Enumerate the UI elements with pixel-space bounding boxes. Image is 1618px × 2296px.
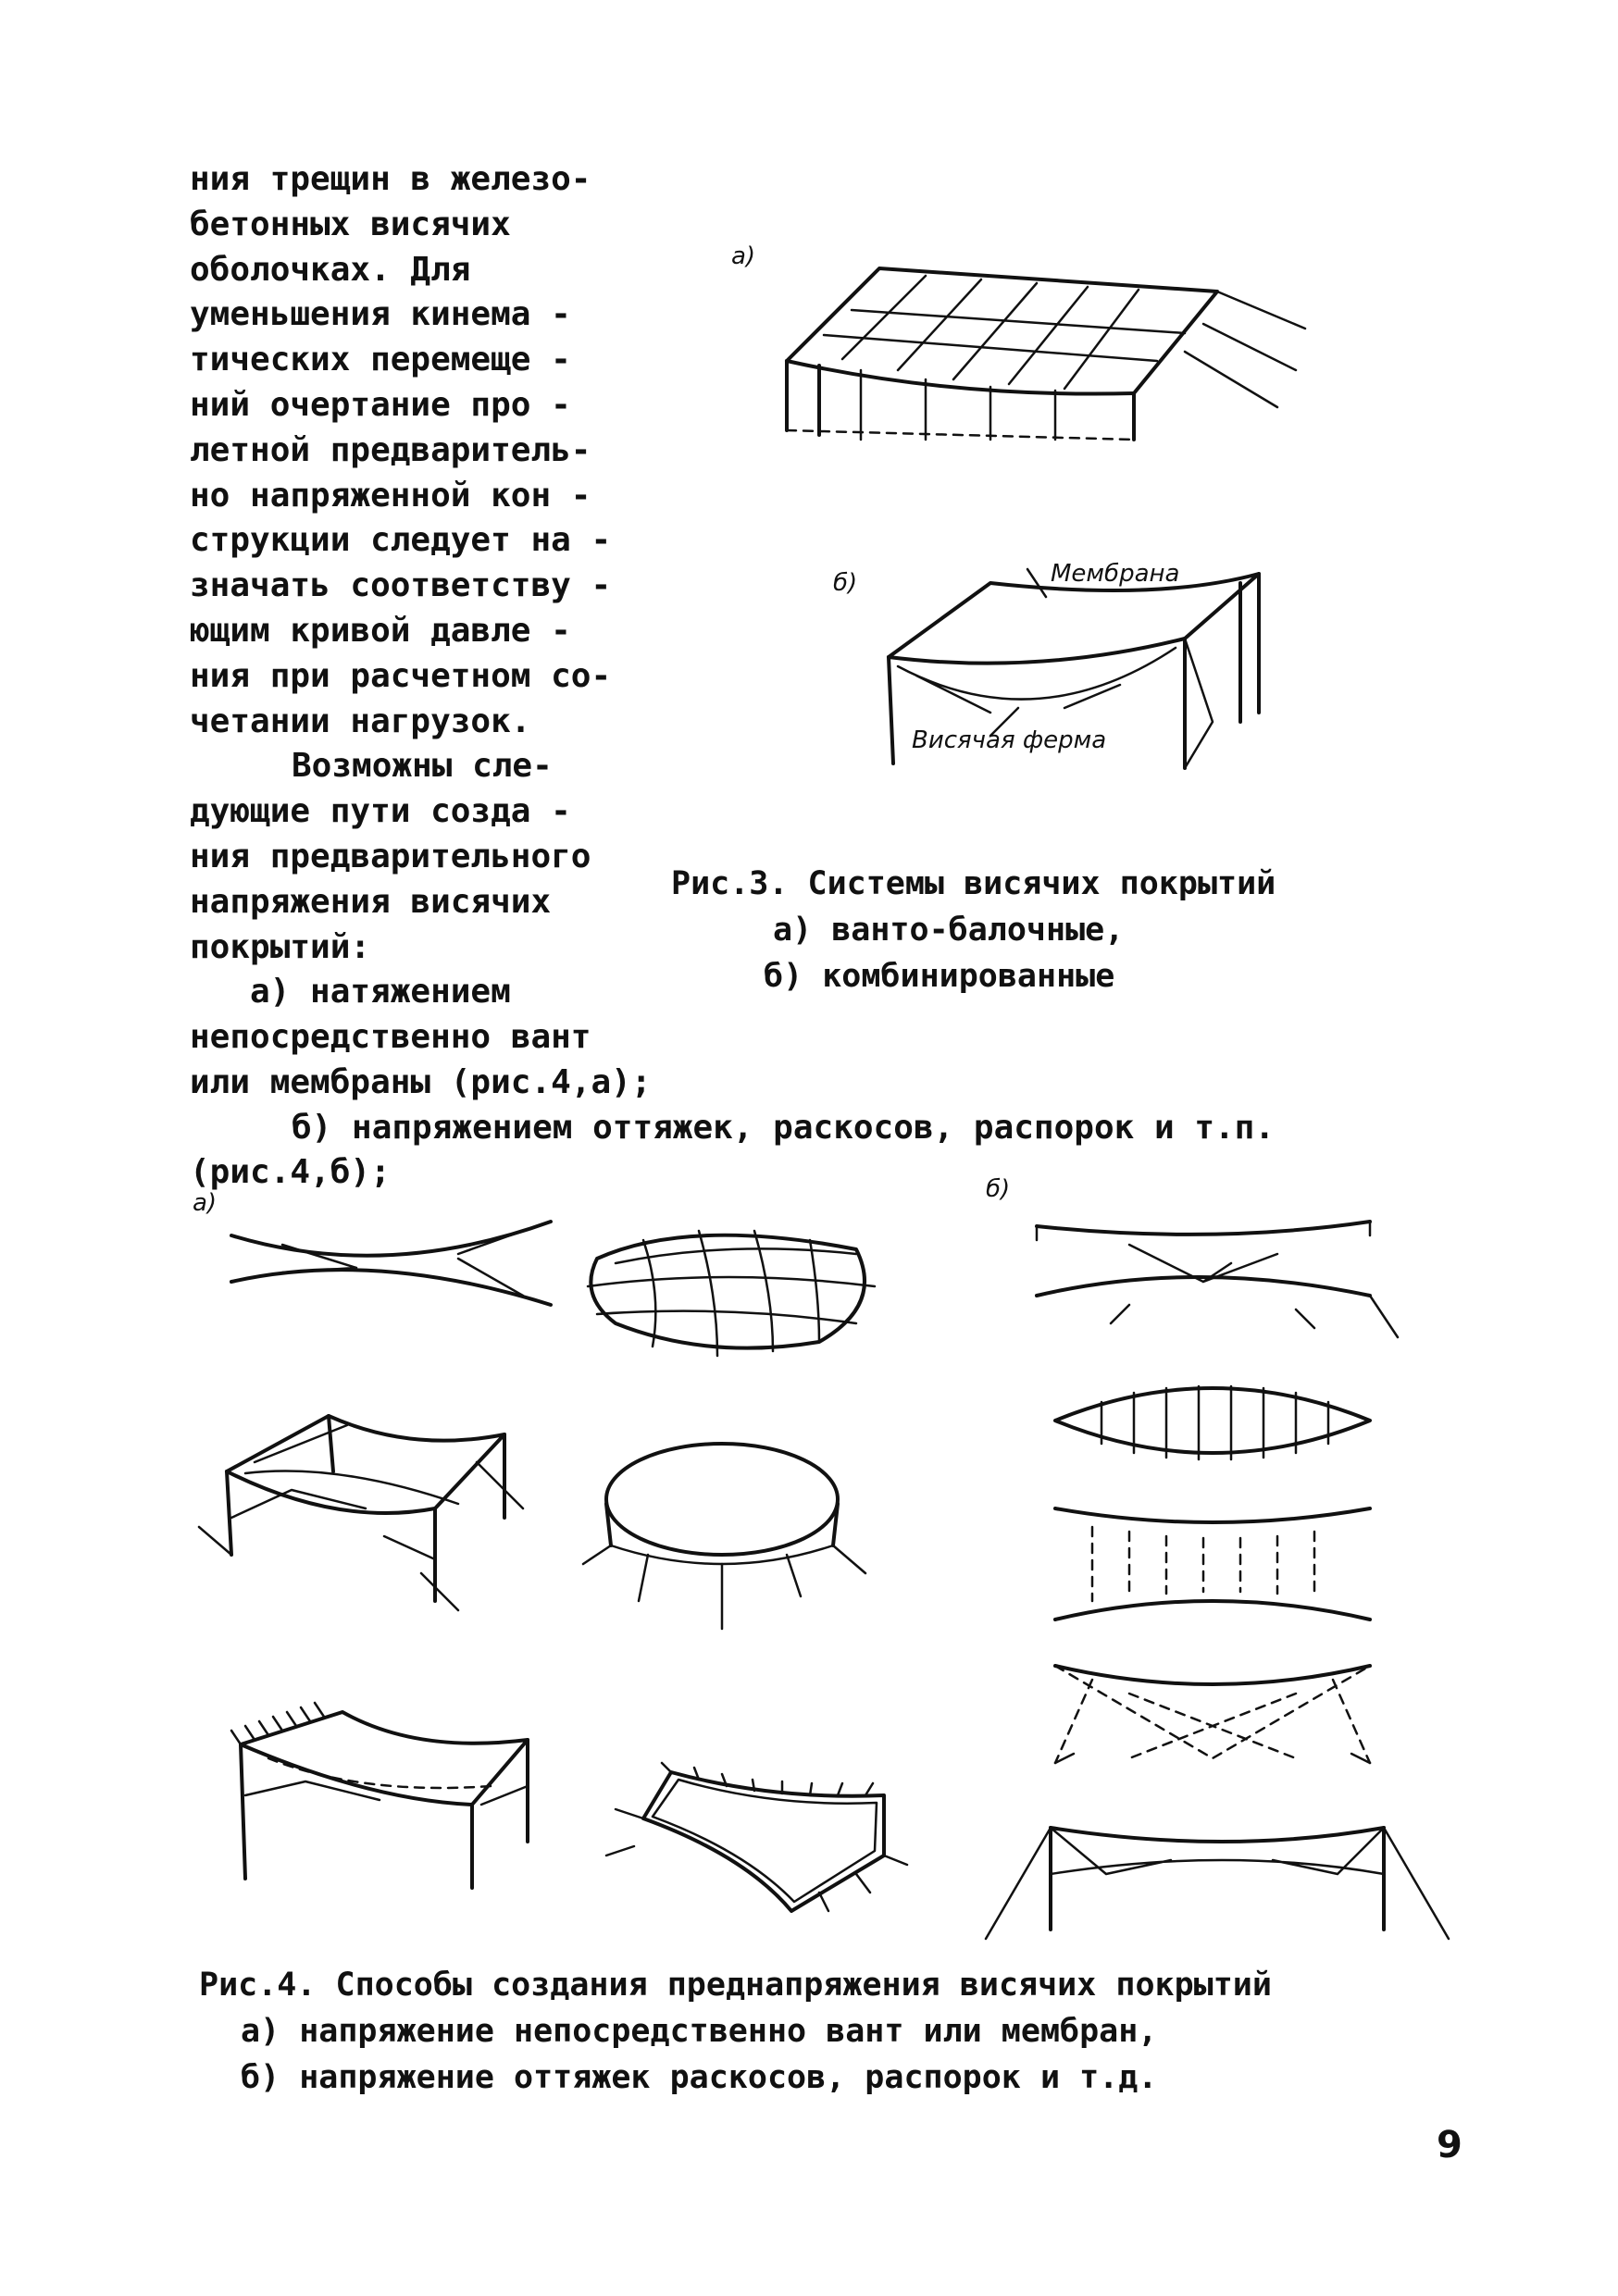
fig4a-grid-shell (579, 1222, 884, 1360)
text-line: значать соответству - (190, 566, 612, 605)
fig4b-cross-braced (1037, 1657, 1388, 1777)
text-line: ний очертание про - (190, 385, 571, 424)
fig4b-strut-frame (986, 1818, 1467, 1976)
membrane-label: Мембрана (1051, 560, 1180, 588)
fig4-caption-a: а) напряжение непосредственно вант или мембран, (241, 2013, 1158, 2050)
fig4a-membrane-frame (199, 1407, 532, 1620)
full-width-line: б) напряжением оттяжек, раскосов, распорок и т.п. (292, 1109, 1276, 1147)
fig4b-concave-truss (1037, 1490, 1388, 1638)
text-line: оболочках. Для (190, 250, 471, 289)
text-line: дующие пути созда - (190, 792, 571, 831)
fig3-label-b: б) (833, 569, 858, 597)
fig4a-cable-truss (227, 1212, 560, 1314)
text-line: ния при расчетном со- (190, 656, 612, 695)
fig4a-round-membrane (574, 1434, 870, 1638)
text-line: летной предваритель- (190, 430, 591, 469)
fig4-caption: Рис.4. Способы создания преднапряжения висячих покрытий (199, 1967, 1272, 2004)
text-column (190, 157, 652, 1106)
text-line: напряжения висячих (190, 882, 552, 921)
page-number: 9 (1437, 2124, 1462, 2166)
fig3-cable-beam-system (768, 250, 1324, 463)
text-line: струкции следует на - (190, 521, 612, 560)
fig3-label-a: а) (731, 242, 756, 270)
truss-label: Висячая ферма (912, 726, 1107, 754)
fig3-caption-b: б) комбинированные (764, 958, 1115, 995)
text-line: ния предварительного (190, 837, 591, 875)
fig4a-strutted-membrane (231, 1703, 537, 1888)
text-line: покрытий: (190, 927, 371, 966)
fig4b-cable-truss-guyed (1018, 1208, 1416, 1347)
fig4a-saddle-membrane (606, 1763, 912, 1930)
fig3-caption: Рис.3. Системы висячих покрытий (671, 865, 1276, 902)
fig4b-lens-truss (1037, 1370, 1388, 1471)
text-line: а) натяжением (250, 973, 511, 1011)
full-width-line: (рис.4,б); (190, 1153, 391, 1191)
text-line: уменьшения кинема - (190, 295, 571, 334)
text-line: тических перемеще - (190, 341, 571, 379)
fig3-caption-a: а) ванто-балочные, (773, 912, 1125, 949)
text-line: Возможны сле- (292, 747, 553, 786)
text-line: или мембраны (рис.4,а); (190, 1062, 652, 1101)
text-line: ющим кривой давле - (190, 611, 571, 650)
fig4-caption-b: б) напряжение оттяжек раскосов, распорок и т.д. (241, 2059, 1158, 2096)
text-line: непосредственно вант (190, 1018, 591, 1057)
text-line: бетонных висячих (190, 205, 511, 243)
text-line: четании нагрузок. (190, 701, 531, 740)
text-line: ния трещин в железо- (190, 160, 591, 198)
fig4-label-b: б) (986, 1175, 1011, 1203)
fig4-label-a: а) (193, 1189, 218, 1217)
text-line: но напряженной кон - (190, 476, 591, 515)
